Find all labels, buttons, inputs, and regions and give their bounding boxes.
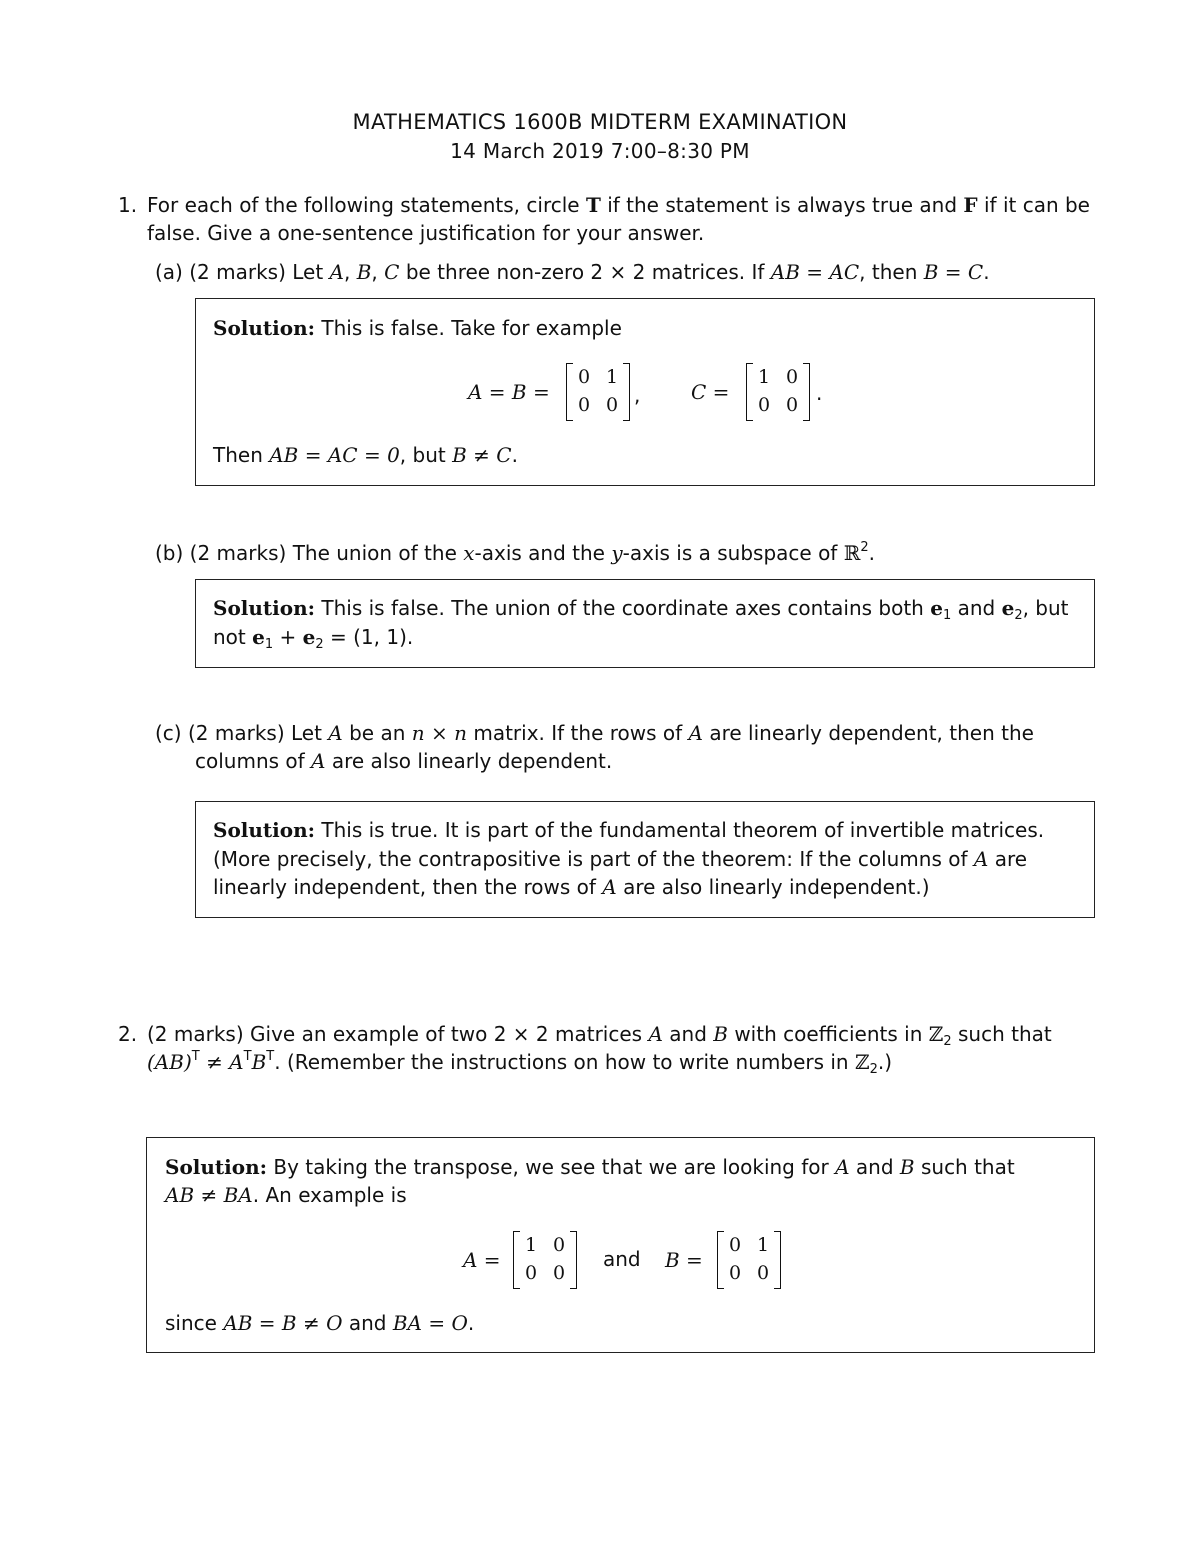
q1a-then: Then [213, 443, 263, 467]
matrix-cell: 1 [524, 1234, 538, 1256]
q1a-solution-text: This is false. Take for example [321, 316, 622, 340]
q2-var-b-2: B [251, 1050, 267, 1074]
q2-ab-paren: (AB) [147, 1050, 192, 1074]
q1a-text-a: Let [292, 260, 324, 284]
q1c-nxn: n × n [411, 721, 467, 745]
q2-transpose-3: T [266, 1049, 275, 1064]
q2-sol-ab-neq-ba: AB ≠ BA [165, 1183, 253, 1207]
q2-integers: ℤ [928, 1022, 944, 1046]
q1a-var-a: A [329, 260, 344, 284]
q2-text-b: with coefficients in [734, 1022, 923, 1046]
q1b-solution-text: This is false. The union of the coordinate axes contains both [321, 596, 924, 620]
q2-neq-a: ≠ A [206, 1050, 244, 1074]
q1a-solution-box [195, 298, 1095, 486]
matrix-left-bracket [566, 363, 573, 421]
q1c-solution-line1 [213, 816, 1044, 844]
q2-integers-sub: 2 [943, 1034, 952, 1049]
matrix-cell: 0 [728, 1234, 742, 1256]
question-2-line1 [147, 1020, 1052, 1048]
q1a-marks: (2 marks) [189, 260, 286, 284]
q2-period: . [467, 1311, 475, 1335]
question-2-line2 [147, 1048, 892, 1076]
q1c-text-a: Let [290, 721, 322, 745]
q2-solution-text-2b: . An example is [252, 1183, 407, 1207]
q1b-e1-sub: 1 [942, 608, 952, 623]
q1b-e2: e [1001, 596, 1015, 620]
q2-solution-line1 [165, 1153, 1015, 1181]
q2-var-b: B [713, 1022, 728, 1046]
q1b-sup: 2 [860, 540, 869, 555]
q1a-statement [155, 258, 990, 286]
q2-transpose-1: T [191, 1049, 200, 1064]
q1c-solution-text-1: This is true. It is part of the fundamental theorem of invertible matrices. [321, 818, 1045, 842]
exam-date: 14 March 2019 7:00–8:30 PM [450, 139, 750, 163]
q2-solution-text-1b: such that [920, 1155, 1015, 1179]
q2-transpose-2: T [243, 1049, 252, 1064]
q1b-e1: e [930, 596, 943, 620]
matrix-cell: 0 [757, 394, 771, 416]
q2-solution-line2 [165, 1181, 407, 1209]
q1c-solution-text-3a: linearly independent, then the rows of [213, 875, 596, 899]
exam-title: MATHEMATICS 1600B MIDTERM EXAMINATION [352, 110, 848, 134]
q1b-period: . [868, 541, 875, 565]
q1a-eq-right-text: C = [691, 380, 730, 404]
q2-sol-var-b: B [899, 1155, 915, 1179]
q1c-var-a-2: A [688, 721, 703, 745]
matrix-cell: 0 [756, 1262, 770, 1284]
q1b-solution-line2 [213, 623, 413, 651]
q1b-text-a: The union of the [292, 541, 457, 565]
q2-var-a: A [648, 1022, 663, 1046]
matrix-cell: 0 [552, 1234, 566, 1256]
q2-solution-label: Solution: [165, 1155, 268, 1179]
q1c-solution-text-2b: are [994, 847, 1028, 871]
q1b-text-b: -axis and the [474, 541, 605, 565]
matrix-left-bracket [746, 363, 753, 421]
q2-eq-right-text: B = [665, 1248, 703, 1272]
matrix-cell: 1 [757, 366, 771, 388]
q2-solution-box [146, 1137, 1095, 1353]
q1a-matrix-1 [566, 363, 630, 421]
matrix-cell: 0 [577, 394, 591, 416]
q2-marks: (2 marks) [147, 1022, 244, 1046]
q1c-text-e: columns of [195, 749, 305, 773]
q2-integers-2: ℤ [854, 1050, 870, 1074]
matrix-cell: 0 [552, 1262, 566, 1284]
q1c-statement-line1 [155, 719, 1034, 747]
q2-text-c: such that [957, 1022, 1052, 1046]
q1b-sum-value: = (1, 1). [330, 625, 414, 649]
q1c-sol-var-a: A [973, 847, 989, 871]
q1a-eq-period: . [816, 381, 823, 405]
q1a-period: . [983, 260, 990, 284]
q1a-var-b: B [356, 260, 372, 284]
matrix-right-bracket [570, 1231, 577, 1289]
q1b-solution-box [195, 579, 1095, 668]
q2-ba-eq-o: BA = O [392, 1311, 468, 1335]
q2-integers-sub-2: 2 [869, 1062, 878, 1077]
question-1-intro-line2: false. Give a one-sentence justification for your answer. [147, 221, 705, 245]
q1c-sol-var-a-2: A [602, 875, 617, 899]
q1a-eq-left-text: A = B = [468, 380, 550, 404]
q2-sol-var-a: A [835, 1155, 850, 1179]
q1a-eq-right [691, 378, 729, 406]
matrix-right-bracket [803, 363, 810, 421]
q2-since: since [165, 1311, 217, 1335]
q1b-sum-e2: e [302, 625, 316, 649]
q1b-not: not [213, 625, 246, 649]
matrix-cell: 0 [785, 366, 799, 388]
q2-ab-eq-b: AB = B ≠ O [223, 1311, 343, 1335]
q1a-var-c: C [384, 260, 400, 284]
q1a-eq-comma: , [634, 383, 641, 407]
q1c-var-a-3: A [311, 749, 326, 773]
q1a-eq-left [468, 378, 550, 406]
q2-text-e: .) [877, 1050, 893, 1074]
q1b-sum-e1-sub: 1 [264, 637, 274, 652]
matrix-cell: 0 [785, 394, 799, 416]
q1c-solution-text-3b: are also linearly independent.) [623, 875, 930, 899]
question-2-number: 2. [118, 1022, 138, 1046]
q1b-label: (b) [155, 541, 184, 565]
matrix-cell: 0 [728, 1262, 742, 1284]
q1c-solution-text-2a: (More precisely, the contrapositive is part of the theorem: If the columns of [213, 847, 968, 871]
q1a-comma-2: , [371, 260, 378, 284]
q1b-statement [155, 539, 875, 567]
matrix-cell: 1 [756, 1234, 770, 1256]
q1a-end-period: . [511, 443, 518, 467]
q1c-statement-line2 [195, 747, 612, 775]
q1a-then-eq: AB = AC = 0 [269, 443, 400, 467]
matrix-cell: 0 [577, 366, 591, 388]
q2-sol-and-2: and [348, 1311, 387, 1335]
q1c-text-f: are also linearly dependent. [331, 749, 613, 773]
matrix-right-bracket [774, 1231, 781, 1289]
q1-intro-a: For each of the following statements, circle [147, 193, 580, 217]
question-1-intro-line1 [147, 191, 1090, 219]
q1c-solution-line2 [213, 845, 1027, 873]
q1a-label: (a) [155, 260, 183, 284]
q1b-reals: ℝ [843, 541, 861, 565]
q2-eq-right [665, 1246, 703, 1274]
q1a-text-b: be three non-zero 2 × 2 matrices. If [405, 260, 765, 284]
q1a-matrix-2 [746, 363, 810, 421]
q1b-but: , but [1022, 596, 1069, 620]
q2-sol-and: and [855, 1155, 894, 1179]
q1b-e2-sub: 2 [1014, 608, 1023, 623]
q1a-but: , but [399, 443, 446, 467]
q1c-var-a: A [328, 721, 343, 745]
question-1-number: 1. [118, 193, 138, 217]
q1c-solution-line3 [213, 873, 930, 901]
q2-text-d: . (Remember the instructions on how to write numbers in [274, 1050, 849, 1074]
matrix-left-bracket [717, 1231, 724, 1289]
q1c-text-d: are linearly dependent, then the [709, 721, 1034, 745]
q1b-solution-label: Solution: [213, 596, 316, 620]
q1a-text-c: , then [859, 260, 918, 284]
q1a-condition: AB = AC [770, 260, 860, 284]
q1c-text-b: be an [349, 721, 406, 745]
q1a-neq: B ≠ C [452, 443, 512, 467]
q1a-conclusion: B = C [923, 260, 984, 284]
q1c-solution-box [195, 801, 1095, 918]
q1-false-marker: F [963, 193, 978, 217]
q1c-marks: (2 marks) [187, 721, 285, 745]
q1a-solution-label: Solution: [213, 316, 316, 340]
matrix-cell: 1 [605, 366, 619, 388]
q2-solution-text-1a: By taking the transpose, we see that we are looking for [273, 1155, 829, 1179]
matrix-cell: 0 [605, 394, 619, 416]
q1c-label: (c) [155, 721, 182, 745]
q1a-comma-1: , [344, 260, 351, 284]
q2-matrix-b [717, 1231, 781, 1289]
q1b-var-x: x [463, 541, 475, 565]
q2-eq-and: and [603, 1247, 641, 1271]
matrix-left-bracket [513, 1231, 520, 1289]
q2-eq-left-text: A = [463, 1248, 501, 1272]
q1b-sum-e1: e [252, 625, 265, 649]
q1a-solution-line1 [213, 314, 622, 342]
q1b-and: and [957, 596, 996, 620]
q2-and: and [669, 1022, 707, 1046]
q1b-var-y: y [611, 541, 623, 565]
matrix-right-bracket [623, 363, 630, 421]
matrix-cell: 0 [524, 1262, 538, 1284]
q2-eq-left [463, 1246, 501, 1274]
q1c-solution-label: Solution: [213, 818, 316, 842]
q1b-marks: (2 marks) [189, 541, 287, 565]
q1b-sum-e2-sub: 2 [315, 637, 324, 652]
q1b-plus: + [279, 625, 297, 649]
q1b-solution-line1 [213, 594, 1069, 622]
q2-matrix-a [513, 1231, 577, 1289]
q1b-text-c: -axis is a subspace of [622, 541, 838, 565]
q1-intro-c: if it can be [983, 193, 1090, 217]
q1c-text-c: matrix. If the rows of [473, 721, 683, 745]
q2-solution-line3 [165, 1309, 474, 1337]
q1-true-marker: T [585, 193, 601, 217]
q1a-solution-then-line [213, 441, 518, 469]
q1-intro-b: if the statement is always true and [607, 193, 958, 217]
q2-text-a: Give an example of two 2 × 2 matrices [250, 1022, 643, 1046]
